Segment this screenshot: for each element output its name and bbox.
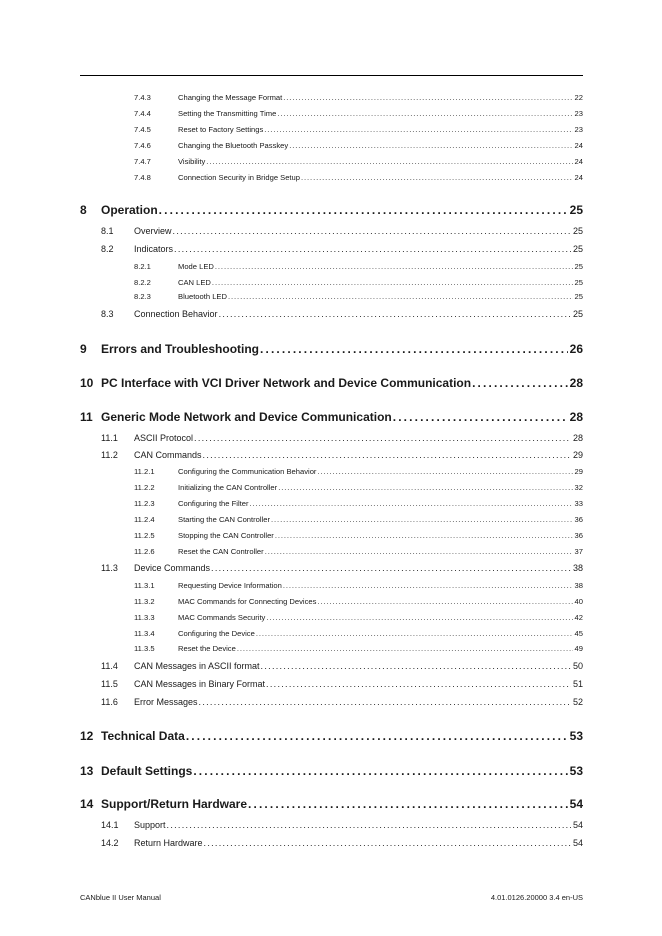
- toc-title: Starting the CAN Controller: [178, 515, 271, 524]
- toc-leader: [167, 820, 571, 830]
- toc-entry-9[interactable]: [80, 342, 583, 356]
- toc-entry-11-2-5[interactable]: [134, 531, 583, 540]
- toc-page: 38: [574, 581, 583, 590]
- toc-number: 8.1: [101, 226, 114, 236]
- toc-number: 11.2.1: [134, 467, 155, 476]
- toc-number: 11.2.3: [134, 499, 155, 508]
- toc-entry-11-3[interactable]: [101, 563, 583, 573]
- toc-entry-11-4[interactable]: [101, 661, 583, 671]
- toc-leader: [173, 226, 571, 236]
- toc-entry-12[interactable]: [80, 729, 583, 743]
- toc-leader: [174, 244, 571, 254]
- toc-page: 28: [572, 433, 583, 443]
- toc-leader: [206, 157, 572, 166]
- toc-leader: [301, 173, 573, 182]
- toc-page: 25: [569, 203, 583, 217]
- toc-page: 38: [572, 563, 583, 573]
- toc-title: Bluetooth LED: [178, 292, 227, 301]
- toc-page: 24: [574, 141, 583, 150]
- toc-page: 33: [574, 499, 583, 508]
- toc-title: Support/Return Hardware: [101, 797, 248, 811]
- toc-entry-11-2-2[interactable]: [134, 483, 583, 492]
- toc-leader: [250, 499, 573, 508]
- toc-page: 36: [574, 531, 583, 540]
- toc-page: 51: [572, 679, 583, 689]
- toc-entry-14[interactable]: [80, 797, 583, 811]
- toc-title: Reset to Factory Settings: [178, 125, 264, 134]
- toc-title: CAN Messages in ASCII format: [134, 661, 260, 671]
- toc-number: 11.4: [101, 661, 118, 671]
- toc-entry-7-4-3[interactable]: [134, 93, 583, 102]
- toc-leader: [204, 838, 571, 848]
- toc-entry-11[interactable]: [80, 410, 583, 424]
- toc-page: 28: [569, 376, 583, 390]
- toc-leader: [266, 613, 572, 622]
- toc-entry-8-2-3[interactable]: [134, 292, 583, 301]
- toc-page: 29: [574, 467, 583, 476]
- toc-title: Mode LED: [178, 262, 214, 271]
- toc-page: 25: [574, 292, 583, 301]
- toc-leader: [237, 644, 573, 653]
- toc-number: 11.6: [101, 697, 118, 707]
- toc-entry-11-6[interactable]: [101, 697, 583, 707]
- toc-title: Operation: [101, 203, 158, 217]
- toc-leader: [248, 797, 568, 811]
- toc-number: 14.2: [101, 838, 119, 848]
- toc-number: 8.2.3: [134, 292, 151, 301]
- toc-title: Return Hardware: [134, 838, 203, 848]
- toc-title: Overview: [134, 226, 172, 236]
- header-rule: [80, 75, 583, 76]
- toc-title: Configuring the Communication Behavior: [178, 467, 317, 476]
- toc-number: 8.2.2: [134, 278, 151, 287]
- toc-number: 11.3.5: [134, 644, 155, 653]
- toc-leader: [193, 764, 567, 778]
- toc-leader: [393, 410, 568, 424]
- toc-leader: [261, 661, 571, 671]
- toc-title: MAC Commands Security: [178, 613, 266, 622]
- toc-entry-11-2[interactable]: [101, 450, 583, 460]
- toc-title: Configuring the Device: [178, 629, 255, 638]
- toc-entry-11-3-2[interactable]: [134, 597, 583, 606]
- toc-leader: [212, 278, 573, 287]
- toc-title: Connection Security in Bridge Setup: [178, 173, 300, 182]
- toc-entry-11-2-1[interactable]: [134, 467, 583, 476]
- toc-number: 11.3.2: [134, 597, 155, 606]
- toc-number: 9: [80, 342, 87, 356]
- toc-title: CAN Commands: [134, 450, 202, 460]
- toc-title: Reset the Device: [178, 644, 236, 653]
- toc-page: 25: [574, 262, 583, 271]
- toc-leader: [283, 93, 572, 102]
- toc-entry-11-3-4[interactable]: [134, 629, 583, 638]
- toc-entry-7-4-4[interactable]: [134, 109, 583, 118]
- toc-number: 11.3: [101, 563, 118, 573]
- toc-entry-11-5[interactable]: [101, 679, 583, 689]
- toc-leader: [203, 450, 571, 460]
- toc-page: 28: [569, 410, 583, 424]
- toc-page: 25: [574, 278, 583, 287]
- toc-entry-8-1[interactable]: [101, 226, 583, 236]
- toc-page: 53: [569, 729, 583, 743]
- toc-number: 11.2.5: [134, 531, 155, 540]
- toc-title: Initializing the CAN Controller: [178, 483, 278, 492]
- toc-leader: [283, 581, 573, 590]
- toc-leader: [277, 109, 572, 118]
- toc-number: 7.4.5: [134, 125, 151, 134]
- toc-page: 25: [572, 309, 583, 319]
- toc-number: 11.3.4: [134, 629, 155, 638]
- toc-number: 8.2: [101, 244, 114, 254]
- toc-number: 7.4.7: [134, 157, 151, 166]
- toc-number: 13: [80, 764, 94, 778]
- toc-leader: [278, 483, 572, 492]
- toc-title: Default Settings: [101, 764, 193, 778]
- toc-title: Reset the CAN Controller: [178, 547, 264, 556]
- toc-title: PC Interface with VCI Driver Network and Device Communication: [101, 376, 472, 390]
- toc-title: Errors and Troubleshooting: [101, 342, 260, 356]
- toc-leader: [186, 729, 568, 743]
- toc-title: Connection Behavior: [134, 309, 218, 319]
- toc-leader: [317, 467, 572, 476]
- toc-number: 11.1: [101, 433, 118, 443]
- toc-title: MAC Commands for Connecting Devices: [178, 597, 317, 606]
- toc-leader: [275, 531, 573, 540]
- footer-document-id: 4.01.0126.20000 3.4 en-US: [490, 893, 583, 902]
- toc-page: 24: [574, 173, 583, 182]
- toc-number: 8.2.1: [134, 262, 151, 271]
- toc-title: Error Messages: [134, 697, 198, 707]
- toc-leader: [472, 376, 568, 390]
- toc-leader: [194, 433, 571, 443]
- toc-page: 22: [574, 93, 583, 102]
- footer-manual-title: CANblue II User Manual: [80, 893, 161, 902]
- toc-page: 50: [572, 661, 583, 671]
- toc-page: 23: [574, 109, 583, 118]
- toc-leader: [215, 262, 573, 271]
- toc-title: Setting the Transmitting Time: [178, 109, 277, 118]
- toc-leader: [289, 141, 572, 150]
- toc-page: 42: [574, 613, 583, 622]
- toc-title: Changing the Bluetooth Passkey: [178, 141, 289, 150]
- toc-entry-7-4-6[interactable]: [134, 141, 583, 150]
- toc-number: 8.3: [101, 309, 114, 319]
- toc-entry-11-1[interactable]: [101, 433, 583, 443]
- toc-page: 25: [572, 226, 583, 236]
- toc-number: 14.1: [101, 820, 119, 830]
- toc-entry-13[interactable]: [80, 764, 583, 778]
- toc-title: Changing the Message Format: [178, 93, 283, 102]
- toc-entry-7-4-8[interactable]: [134, 173, 583, 182]
- toc-title: Visibility: [178, 157, 206, 166]
- toc-leader: [264, 125, 572, 134]
- toc-number: 11.2.6: [134, 547, 155, 556]
- toc-entry-11-3-5[interactable]: [134, 644, 583, 653]
- toc-page: 23: [574, 125, 583, 134]
- toc-entry-7-4-7[interactable]: [134, 157, 583, 166]
- toc-title: CAN LED: [178, 278, 211, 287]
- toc-number: 11.3.1: [134, 581, 155, 590]
- toc-entry-8-2-2[interactable]: [134, 278, 583, 287]
- toc-leader: [317, 597, 572, 606]
- toc-title: Configuring the Filter: [178, 499, 249, 508]
- toc-number: 11: [80, 410, 93, 424]
- toc-entry-14-1[interactable]: [101, 820, 583, 830]
- toc-entry-11-2-3[interactable]: [134, 499, 583, 508]
- toc-title: Technical Data: [101, 729, 185, 743]
- toc-number: 7.4.3: [134, 93, 151, 102]
- toc-entry-8-3[interactable]: [101, 309, 583, 319]
- toc-title: Stopping the CAN Controller: [178, 531, 274, 540]
- toc-title: CAN Messages in Binary Format: [134, 679, 266, 689]
- toc-leader: [159, 203, 568, 217]
- toc-entry-11-3-3[interactable]: [134, 613, 583, 622]
- toc-leader: [256, 629, 573, 638]
- toc-page: 37: [574, 547, 583, 556]
- toc-page: 54: [569, 797, 583, 811]
- toc-number: 11.2.2: [134, 483, 155, 492]
- toc-number: 7.4.4: [134, 109, 151, 118]
- toc-page: 36: [574, 515, 583, 524]
- toc-number: 11.3.3: [134, 613, 155, 622]
- toc-page: 54: [572, 838, 583, 848]
- toc-page: 53: [569, 764, 583, 778]
- toc-number: 11.2.4: [134, 515, 155, 524]
- toc-page: 54: [572, 820, 583, 830]
- toc-title: Generic Mode Network and Device Communication: [101, 410, 392, 424]
- toc-leader: [260, 342, 568, 356]
- toc-entry-7-4-5[interactable]: [134, 125, 583, 134]
- toc-number: 14: [80, 797, 94, 811]
- toc-entry-11-3-1[interactable]: [134, 581, 583, 590]
- toc-entry-14-2[interactable]: [101, 838, 583, 848]
- toc-page: 26: [569, 342, 583, 356]
- toc-number: 7.4.6: [134, 141, 151, 150]
- toc-page: 24: [574, 157, 583, 166]
- toc-entry-11-2-4[interactable]: [134, 515, 583, 524]
- toc-number: 12: [80, 729, 94, 743]
- toc-title: Requesting Device Information: [178, 581, 282, 590]
- toc-page: 40: [574, 597, 583, 606]
- toc-number: 11.2: [101, 450, 118, 460]
- toc-entry-8-2[interactable]: [101, 244, 583, 254]
- toc-leader: [266, 679, 571, 689]
- toc-entry-11-2-6[interactable]: [134, 547, 583, 556]
- toc-entry-8-2-1[interactable]: [134, 262, 583, 271]
- toc-page: 52: [572, 697, 583, 707]
- toc-title: Indicators: [134, 244, 174, 254]
- toc-title: Device Commands: [134, 563, 211, 573]
- toc-leader: [228, 292, 573, 301]
- toc-page: 29: [572, 450, 583, 460]
- toc-entry-8[interactable]: [80, 203, 583, 217]
- toc-entry-10[interactable]: [80, 376, 583, 390]
- toc-number: 8: [80, 203, 87, 217]
- toc-page: 32: [574, 483, 583, 492]
- toc-page: 25: [572, 244, 583, 254]
- toc-leader: [271, 515, 573, 524]
- toc-number: 10: [80, 376, 94, 390]
- toc-number: 11.5: [101, 679, 118, 689]
- toc-leader: [265, 547, 573, 556]
- toc-number: 7.4.8: [134, 173, 151, 182]
- toc-title: ASCII Protocol: [134, 433, 194, 443]
- toc-leader: [199, 697, 571, 707]
- toc-leader: [211, 563, 571, 573]
- toc-leader: [219, 309, 571, 319]
- toc-page: 45: [574, 629, 583, 638]
- toc-title: Support: [134, 820, 166, 830]
- toc-page: 49: [574, 644, 583, 653]
